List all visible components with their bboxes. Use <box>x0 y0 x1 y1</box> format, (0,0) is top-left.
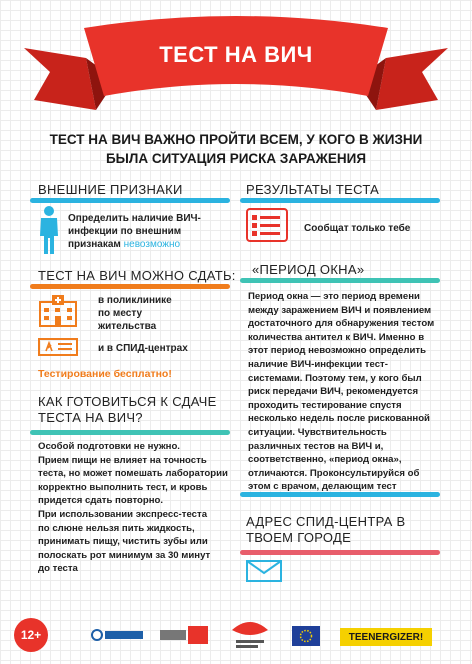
eu-flag-logo <box>292 626 320 646</box>
page-title: ТЕСТ НА ВИЧ <box>159 42 313 67</box>
headline <box>40 130 432 168</box>
logo-2 <box>160 624 208 646</box>
results-heading: РЕЗУЛЬТАТЫ ТЕСТА <box>246 182 380 197</box>
clinic-text: в поликлинике по месту жительства <box>98 295 172 332</box>
aids-center-icon <box>38 338 78 356</box>
title-ribbon <box>24 10 448 120</box>
checklist-icon <box>246 208 288 242</box>
where-bar <box>30 284 230 289</box>
where-heading: ТЕСТ НА ВИЧ МОЖНО СДАТЬ: <box>38 268 236 283</box>
teenergizer-logo: TEENERGIZER! <box>340 628 432 646</box>
prepare-heading: КАК ГОТОВИТЬСЯ К СДАЧЕ ТЕСТА НА ВИЧ? <box>38 394 217 425</box>
prepare-text: Особой подготовки не нужно. Прием пищи не влияет на точность теста, но может помешать лаборатории корректно выполнить тест, и кровь придется сдать повторно. При использовании экспресс-теста по слюне нельзя пить жидкость, принимать пищу, чистить зубы или полоскать рот минимум за 30 минут до теста <box>38 441 228 575</box>
prepare-bar <box>30 430 230 435</box>
headline-line-1: ТЕСТ НА ВИЧ ВАЖНО ПРОЙТИ ВСЕМ, У КОГО В ЖИЗНИ <box>49 132 423 147</box>
age-rating-badge: 12+ <box>14 618 48 652</box>
envelope-icon <box>246 560 282 582</box>
window-period-bottom-bar <box>240 492 440 497</box>
free-testing-text: Тестирование бесплатно! <box>38 368 172 380</box>
window-period-text: Период окна — это период времени между заражением ВИЧ и появлением достаточного для обнаружения тестом количества антител к ВИЧ. Именно в этот период невозможно определить наличие ВИЧ-инфекции тест- системами. Поэтому тем, у кого был риск передачи ВИЧ, рекомендуется проходить тестирование спустя несколько недель после рискованной ситуации. Чувствительность различных тестов на ВИЧ и, соответственно, «период окна», отличаются. Проконсультируйся об этом с врачом, делающим тест <box>248 291 435 493</box>
highlight-impossible: невозможно <box>123 239 181 250</box>
results-bar <box>240 198 440 203</box>
person-icon <box>38 206 60 254</box>
logo-1 <box>90 624 144 646</box>
window-period-heading: «ПЕРИОД ОКНА» <box>252 262 365 277</box>
external-signs-text: Определить наличие ВИЧ- инфекции по внешним признакам невозможно <box>68 213 201 250</box>
results-text: Сообщат только тебе <box>304 223 411 234</box>
external-signs-bar <box>30 198 230 203</box>
headline-line-2: БЫЛА СИТУАЦИЯ РИСКА ЗАРАЖЕНИЯ <box>105 151 367 166</box>
window-period-bar <box>240 278 440 283</box>
address-bar <box>240 550 440 555</box>
address-heading: АДРЕС СПИД-ЦЕНТРА В ТВОЕМ ГОРОДЕ <box>246 514 406 545</box>
clinic-icon <box>38 294 78 328</box>
aids-center-text: и в СПИД-центрах <box>98 343 188 354</box>
external-signs-heading: ВНЕШНИЕ ПРИЗНАКИ <box>38 182 183 197</box>
logo-3 <box>228 616 272 650</box>
